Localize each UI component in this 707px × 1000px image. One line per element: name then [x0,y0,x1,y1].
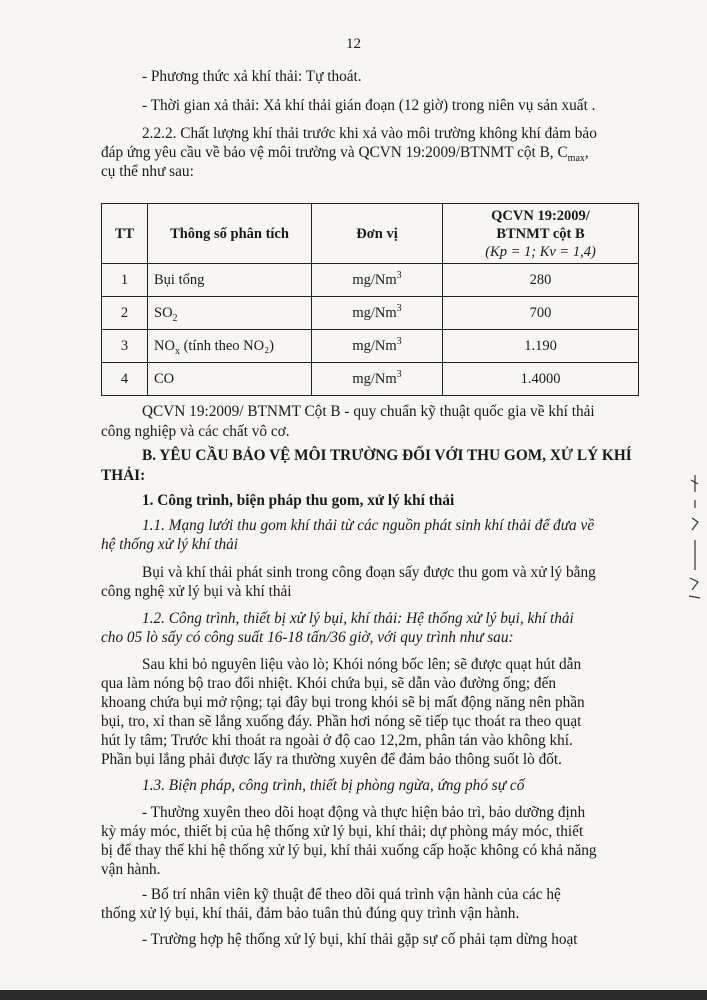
para-2-line3: khoang chứa bụi mở rộng; tại đây bụi trong khói sẽ bị mất động năng nên phần [101,694,585,711]
header-standard-line1: QCVN 19:2009/ [491,207,590,224]
section-2-2-2-line3: cụ thể như sau: [101,163,194,180]
header-parameter: Thông số phân tích [148,204,312,264]
header-tt: TT [102,204,148,264]
table-row [102,363,639,396]
heading-1: 1. Công trình, biện pháp thu gom, xử lý khí thải [142,492,455,509]
para-4-line1: - Bố trí nhân viên kỹ thuật để theo dõi quá trình vận hành của các hệ [142,886,561,903]
row-unit: mg/Nm$^3$ [312,363,443,396]
para-1-line1: Bụi và khí thải phát sinh trong công đoạn sấy được thu gom và xử lý bằng [142,564,596,581]
para-1-line2: công nghệ xử lý bụi và khí thải [101,583,292,600]
margin-handwriting [686,470,704,610]
para-2-line1: Sau khi bỏ nguyên liệu vào lò; Khói nóng bốc lên; sẽ được quạt hút dẫn [142,656,582,673]
table-row [102,330,639,363]
para-2-line2: qua làm nóng bộ trao đổi nhiệt. Khói chứa bụi, sẽ dẫn vào đường ống; đến [101,675,557,692]
table-row [102,264,639,297]
para-2-line5: hút ly tâm; Trước khi thoát ra ngoài ở độ cao 12,2m, phân tán vào không khí. [101,732,573,749]
table-row [102,297,639,330]
row-limit-value: 700 [443,297,639,330]
para-2-line6: Phần bụi lắng phải được lấy ra thường xuyên để đảm bảo thông suốt lò đốt. [101,751,562,768]
row-limit-value: 280 [443,264,639,297]
row-unit: mg/Nm$^3$ [312,330,443,363]
table-header-row [102,204,639,264]
header-standard [443,204,639,264]
para-3-line4: vận hành. [101,861,161,878]
row-parameter: CO [148,363,312,396]
section-2-2-2-line2: đáp ứng yêu cầu về bảo vệ môi trường và QCVN 19:2009/BTNMT cột B, $C_{max}$, [101,144,589,165]
row-parameter: Bụi tổng [148,264,312,297]
para-2-line4: bụi, tro, xỉ than sẽ lắng xuống đáy. Phần hơi nóng sẽ tiếp tục thoát ra theo quạt [101,713,582,730]
section-1-1-line2: hệ thống xử lý khí thải [101,536,239,553]
qcvn-note-line1: QCVN 19:2009/ BTNMT Cột B - quy chuẩn kỹ thuật quốc gia về khí thải [142,403,595,420]
para-5-line1: - Trường hợp hệ thống xử lý bụi, khí thải gặp sự cố phải tạm dừng hoạt [142,931,578,948]
row-limit-value: 1.4000 [443,363,639,396]
section-1-2-line1: 1.2. Công trình, thiết bị xử lý bụi, khí thải: Hệ thống xử lý bụi, khí thải [142,610,574,627]
row-parameter: $SO_2$ [148,297,312,330]
row-number: 1 [102,264,148,297]
header-standard-coefficients: (Kp = 1; Kv = 1,4) [485,243,596,260]
exhaust-method-line: - Phương thức xả khí thải: Tự thoát. [142,68,362,85]
header-standard-line2: BTNMT cột B [496,225,585,242]
scan-bottom-edge [0,990,707,1000]
row-limit-value: 1.190 [443,330,639,363]
row-unit: mg/Nm$^3$ [312,264,443,297]
para-3-line3: bị để thay thế khi hệ thống xử lý bụi, khí thải xuống cấp hoặc không có khả năng [101,842,597,859]
row-parameter: $NO_x$ (tính theo NO₂) [148,330,312,363]
para-3-line2: kỳ máy móc, thiết bị của hệ thống xử lý bụi, khí thải; dự phòng máy móc, thiết [101,823,584,840]
section-b-title-line2: THẢI: [101,467,146,484]
para-4-line2: thống xử lý bụi, khí thải, đảm bảo tuân thủ đúng quy trình vận hành. [101,905,520,922]
row-unit: mg/Nm$^3$ [312,297,443,330]
row-number: 4 [102,363,148,396]
emission-standard-table [101,203,639,396]
page-number: 12 [346,36,361,52]
section-1-3-title: 1.3. Biện pháp, công trình, thiết bị phòng ngừa, ứng phó sự cố [142,777,525,794]
section-b-title-line1: B. YÊU CẦU BẢO VỆ MÔI TRƯỜNG ĐỐI VỚI THU GOM, XỬ LÝ KHÍ [142,447,632,464]
section-1-1-line1: 1.1. Mạng lưới thu gom khí thải từ các nguồn phát sinh khí thải để đưa về [142,517,595,534]
row-number: 3 [102,330,148,363]
qcvn-note-line2: công nghiệp và các chất vô cơ. [101,423,290,440]
section-1-2-line2: cho 05 lò sấy có công suất 16-18 tấn/36 giờ, với quy trình như sau: [101,629,514,646]
row-number: 2 [102,297,148,330]
section-2-2-2-line1: 2.2.2. Chất lượng khí thải trước khi xả vào môi trường không khí đảm bảo [142,125,597,142]
para-3-line1: - Thường xuyên theo dõi hoạt động và thực hiện bảo trì, bảo dưỡng định [142,804,586,821]
header-unit: Đơn vị [312,204,443,264]
exhaust-time-line: - Thời gian xả thải: Xả khí thải gián đoạn (12 giờ) trong niên vụ sản xuất . [142,97,596,114]
